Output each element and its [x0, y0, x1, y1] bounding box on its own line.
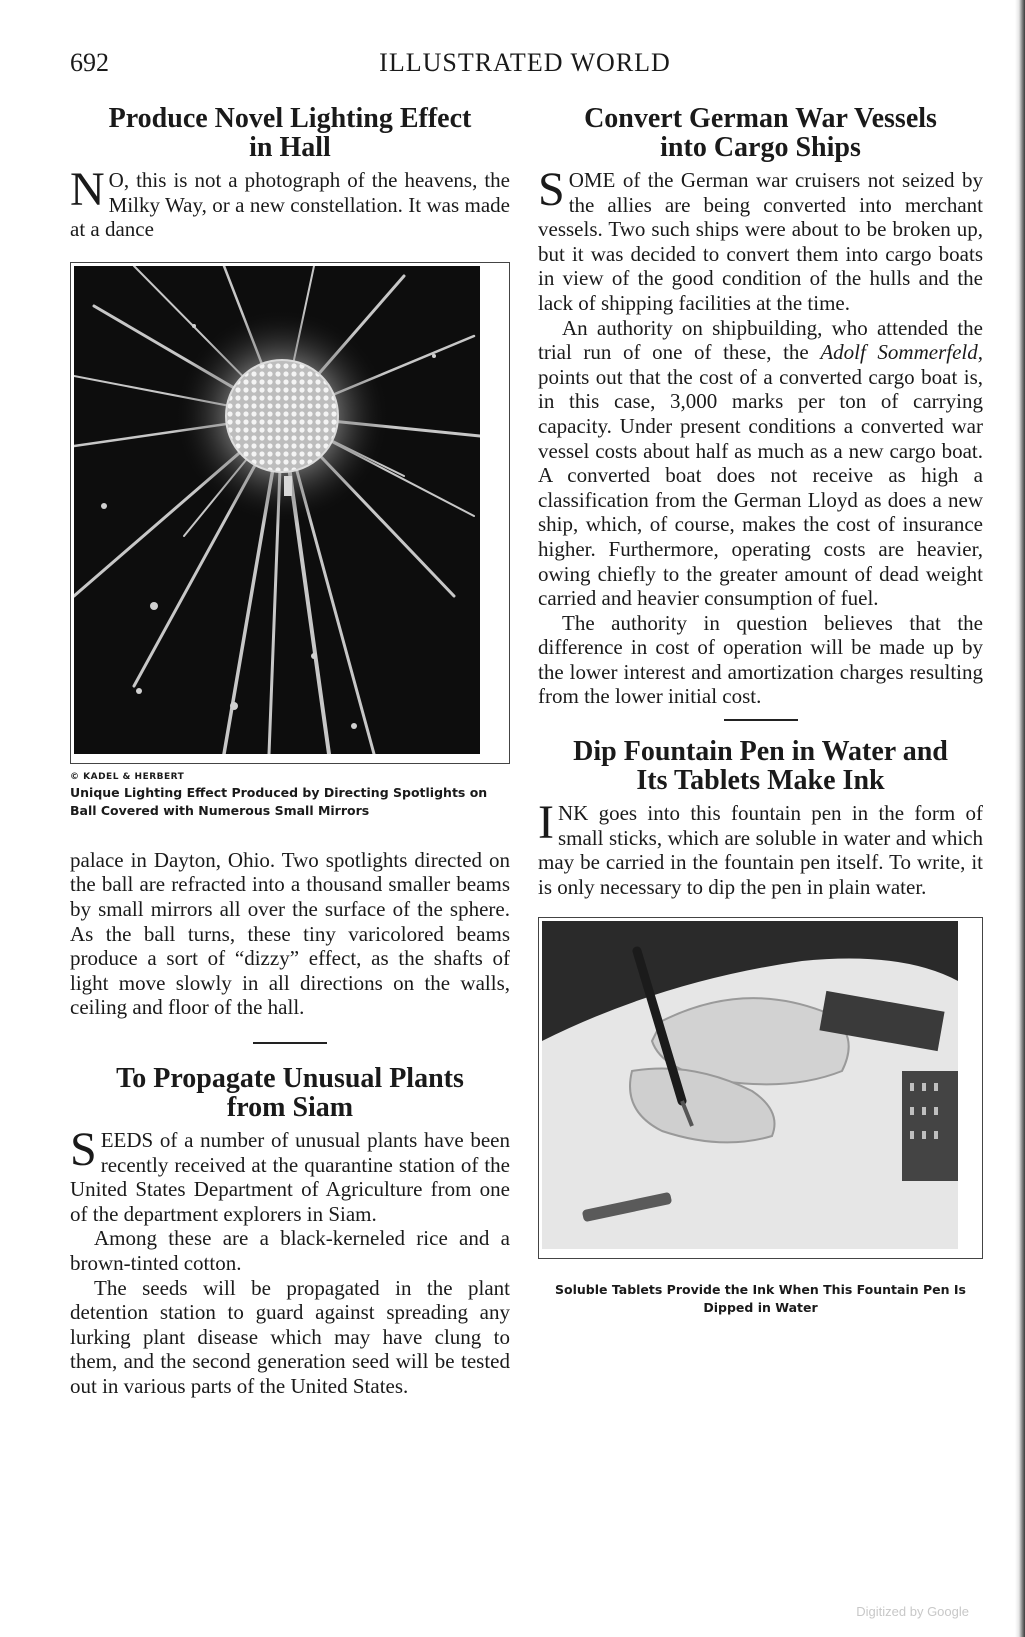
- plants-article-title: [70, 1064, 510, 1122]
- body-text: palace in Dayton, Ohio. Two spotlights directed on the ball are refracted into a thousand smaller beams by small mirrors all over the surface of the sphere. As the ball turns, these tiny varicolored beams produce a sort of “dizzy” effect, as the shafts of light move slowly in all directions on the walls, ceiling and floor of the hall.: [70, 847, 510, 1020]
- page-number: 692: [70, 48, 109, 77]
- vessels-article-title: [538, 104, 983, 162]
- lighting-continuation: [70, 848, 510, 1020]
- digitized-watermark: Digitized by Google: [856, 1604, 969, 1619]
- pen-photo-caption: Soluble Tablets Provide the Ink When This Fountain Pen Is Dipped in Water: [555, 1282, 966, 1316]
- drop-cap: N: [70, 163, 105, 216]
- title-line: Dip Fountain Pen in Water and: [573, 736, 948, 768]
- body-text: The seeds will be propagated in the plant detention station to guard against spreading any lurking plant disease which may have clung to them, and the second generation seed will be tested out in various parts of the United States.: [70, 1275, 510, 1398]
- plants-body: [70, 1122, 510, 1399]
- lighting-photo-caption: Unique Lighting Effect Produced by Directing Spotlights on Ball Covered with Numerous Small Mirrors: [70, 784, 488, 818]
- body-text: OME of the German war cruisers not seized by the allies are being converted into merchant vessels. Two such ships were about to be broken up, but it was decided to convert them into cargo boats in view of the good condition of the hulls and the lack of shipping facilities at the time.: [538, 168, 983, 315]
- drop-cap: S: [538, 163, 565, 216]
- body-text: EEDS of a number of unusual plants have been recently received at the quarantine station of the United States Department of Agriculture from one of the department explorers in Siam.: [70, 1127, 510, 1226]
- body-text: An authority on shipbuilding, who attended the trial run of one of these, the: [538, 315, 983, 365]
- title-line: Its Tablets Make Ink: [636, 765, 885, 797]
- left-column: [70, 104, 510, 1398]
- title-line: from Siam: [226, 1091, 354, 1123]
- page-edge-shadow: [1015, 0, 1025, 1637]
- title-line: in Hall: [249, 132, 331, 163]
- body-text: The authority in question believes that the difference in cost of operation will be made up by the lower interest and amortization charges resulting from the lower initial cost.: [538, 610, 983, 709]
- title-line: Produce Novel Lighting Effect: [108, 103, 472, 134]
- pen-body: [538, 796, 983, 899]
- right-column: [538, 104, 983, 1317]
- body-text: points out that the cost of a converted cargo boat is, in this case, 3,000 marks per ton of carrying capacity. Under present conditions a converted war vessel costs about half as much as a new cargo boat. A converted boat does not receive as high a classification from the German Lloyd as does a new ship, which, of course, makes the cost of insurance higher. Furthermore, operating costs are heavier, owing chiefly to the greater amount of dead weight carried and heavier consumption of fuel.: [538, 364, 983, 611]
- disco-ball-photo: [70, 262, 510, 764]
- body-text: NK goes into this fountain pen in the form of small sticks, which are soluble in water and which may be carried in the fountain pen itself. To write, it is only necessary to dip the pen in plain water.: [538, 801, 983, 899]
- ship-name: Adolf Sommerfeld,: [820, 340, 983, 365]
- title-line: into Cargo Ships: [660, 132, 861, 163]
- section-divider: [253, 1042, 327, 1044]
- body-text: Among these are a black-kerneled rice and a brown-tinted cotton.: [70, 1226, 510, 1275]
- drop-cap: I: [538, 796, 554, 850]
- hands-with-fountain-pen-image: [542, 921, 958, 1249]
- fountain-pen-photo: [538, 917, 983, 1259]
- title-line: To Propagate Unusual Plants: [116, 1062, 464, 1094]
- running-head: ILLUSTRATED WORLD: [379, 48, 671, 77]
- pen-article-title: [538, 737, 983, 795]
- lighting-article-title: [70, 104, 510, 162]
- body-text: O, this is not a photograph of the heavens, the Milky Way, or a new constellation. It was made at a dance: [70, 168, 510, 242]
- section-divider: [724, 719, 798, 721]
- mirror-ball-light-rays-image: [74, 266, 480, 754]
- title-line: Convert German War Vessels: [584, 103, 937, 134]
- drop-cap: S: [70, 1122, 97, 1176]
- lighting-intro: [70, 163, 510, 242]
- photo-credit: © KADEL & HERBERT: [70, 771, 185, 782]
- vessels-body: [538, 163, 983, 709]
- page-header: [70, 48, 980, 80]
